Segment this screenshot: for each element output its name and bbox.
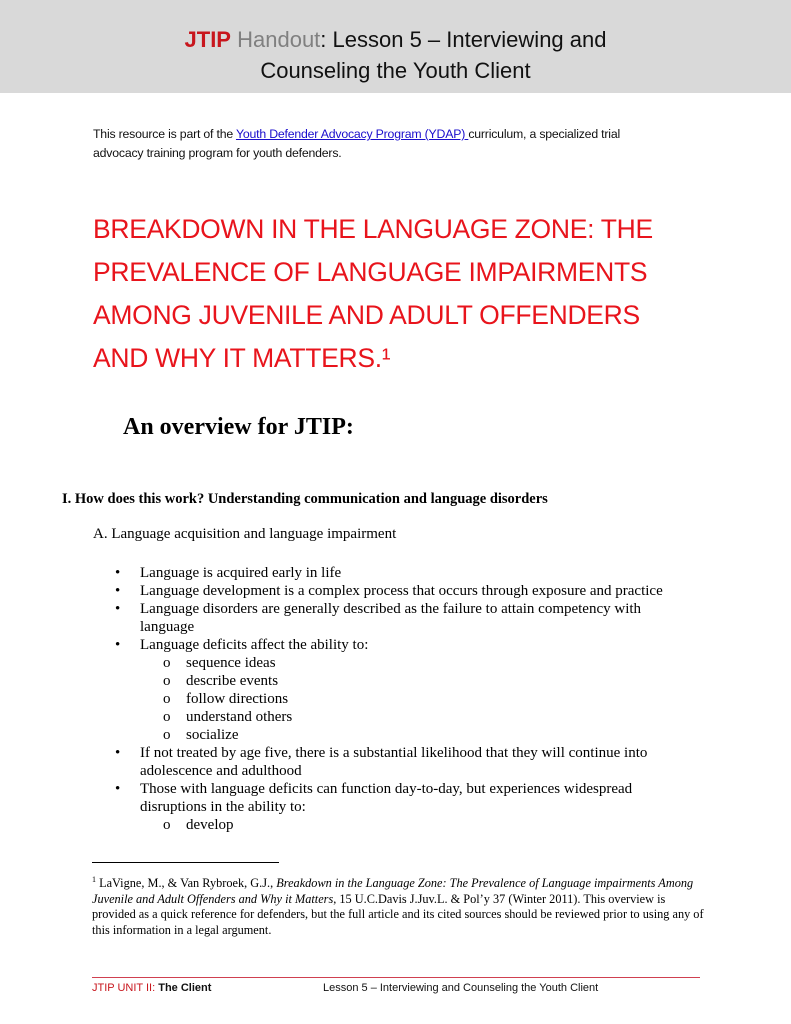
sub-bullet-item: [115, 708, 695, 726]
bullet-icon: •: [115, 781, 121, 797]
title-line-1: : Lesson 5 – Interviewing and: [320, 27, 607, 52]
bullet-item: [115, 636, 695, 654]
footnote-separator: [92, 862, 279, 863]
bullet-text: Language is acquired early in life: [140, 565, 342, 581]
sub-bullet-text: sequence ideas: [186, 655, 276, 671]
footer-rule: [92, 977, 700, 978]
bullet-icon: •: [115, 637, 121, 653]
bullet-item: [115, 780, 695, 816]
brand-jtip: JTIP: [184, 27, 231, 52]
bullet-item: [115, 744, 695, 780]
footnote: [92, 872, 707, 938]
overview-heading: An overview for JTIP:: [123, 414, 354, 440]
subsection-heading: A. Language acquisition and language impairment: [93, 526, 397, 542]
bullet-text: Language disorders are generally described as the failure to attain competency with language: [140, 601, 642, 635]
headline-line: PREVALENCE OF LANGUAGE IMPAIRMENTS: [93, 257, 648, 287]
sub-bullet-item: [115, 654, 695, 672]
bullet-text: Language deficits affect the ability to:: [140, 637, 369, 653]
footer-unit-label: JTIP UNIT II:: [92, 982, 159, 994]
handout-label: Handout: [237, 27, 321, 52]
circle-bullet-icon: o: [163, 691, 171, 707]
headline-line: BREAKDOWN IN THE LANGUAGE ZONE: THE: [93, 214, 653, 244]
footnote-title: Breakdown in the Language Zone: The Prevalence of Language impairments Among Juvenile and Adult Offenders and Why it Matters: [92, 876, 694, 906]
footnote-authors: LaVigne, M., & Van Rybroek, G.J.,: [96, 876, 277, 891]
bullet-text: Those with language deficits can function day-to-day, but experiences widespread disruptions in the ability to:: [140, 781, 633, 815]
footer-lesson: Lesson 5 – Interviewing and Counseling the Youth Client: [323, 982, 599, 994]
title-line-2: Counseling the Youth Client: [260, 58, 531, 83]
circle-bullet-icon: o: [163, 709, 171, 725]
bullet-text: Language development is a complex process that occurs through exposure and practice: [140, 583, 663, 599]
bullet-icon: •: [115, 565, 121, 581]
footer-unit: [92, 982, 211, 994]
bullet-icon: •: [115, 601, 121, 617]
circle-bullet-icon: o: [163, 817, 171, 833]
bullet-item: [115, 564, 695, 582]
intro-text: This resource is part of the: [93, 127, 236, 141]
sub-bullet-text: understand others: [186, 709, 293, 725]
document-headline: [93, 208, 713, 380]
intro-text-line2: advocacy training program for youth defenders.: [93, 146, 342, 160]
bullet-item: [115, 582, 695, 600]
circle-bullet-icon: o: [163, 727, 171, 743]
sub-bullet-item: [115, 816, 695, 834]
sub-bullet-text: follow directions: [186, 691, 289, 707]
sub-bullet-item: [115, 690, 695, 708]
sub-bullet-text: socialize: [186, 727, 239, 743]
intro-paragraph: [93, 125, 693, 163]
footnote-number: 1: [92, 875, 96, 884]
bullet-icon: •: [115, 583, 121, 599]
circle-bullet-icon: o: [163, 673, 171, 689]
bullet-item: [115, 600, 695, 636]
footnote-rest: , 15 U.C.Davis J.Juv.L. & Pol’y 37 (Winter 2011). This overview is provided as a quick reference for defenders, but the full article and its cited sources should be reviewed prior to using any of this information in a legal argument.: [92, 891, 704, 937]
header-band: [0, 0, 791, 93]
sub-bullet-item: [115, 726, 695, 744]
headline-line: AMONG JUVENILE AND ADULT OFFENDERS: [93, 300, 640, 330]
footer-unit-name: The Client: [158, 982, 212, 994]
circle-bullet-icon: o: [163, 655, 171, 671]
bullet-text: If not treated by age five, there is a substantial likelihood that they will continue into adolescence and adulthood: [140, 745, 648, 779]
headline-line: AND WHY IT MATTERS.¹: [93, 343, 391, 373]
ydap-link[interactable]: Youth Defender Advocacy Program (YDAP): [235, 127, 469, 141]
bullet-list: [115, 564, 695, 834]
section-heading: I. How does this work? Understanding communication and language disorders: [62, 491, 548, 507]
bullet-icon: •: [115, 745, 121, 761]
header-title: [0, 24, 791, 86]
sub-bullet-text: describe events: [186, 673, 279, 689]
intro-text-after: curriculum, a specialized trial: [468, 127, 620, 141]
sub-bullet-item: [115, 672, 695, 690]
sub-bullet-text: develop: [186, 817, 234, 833]
